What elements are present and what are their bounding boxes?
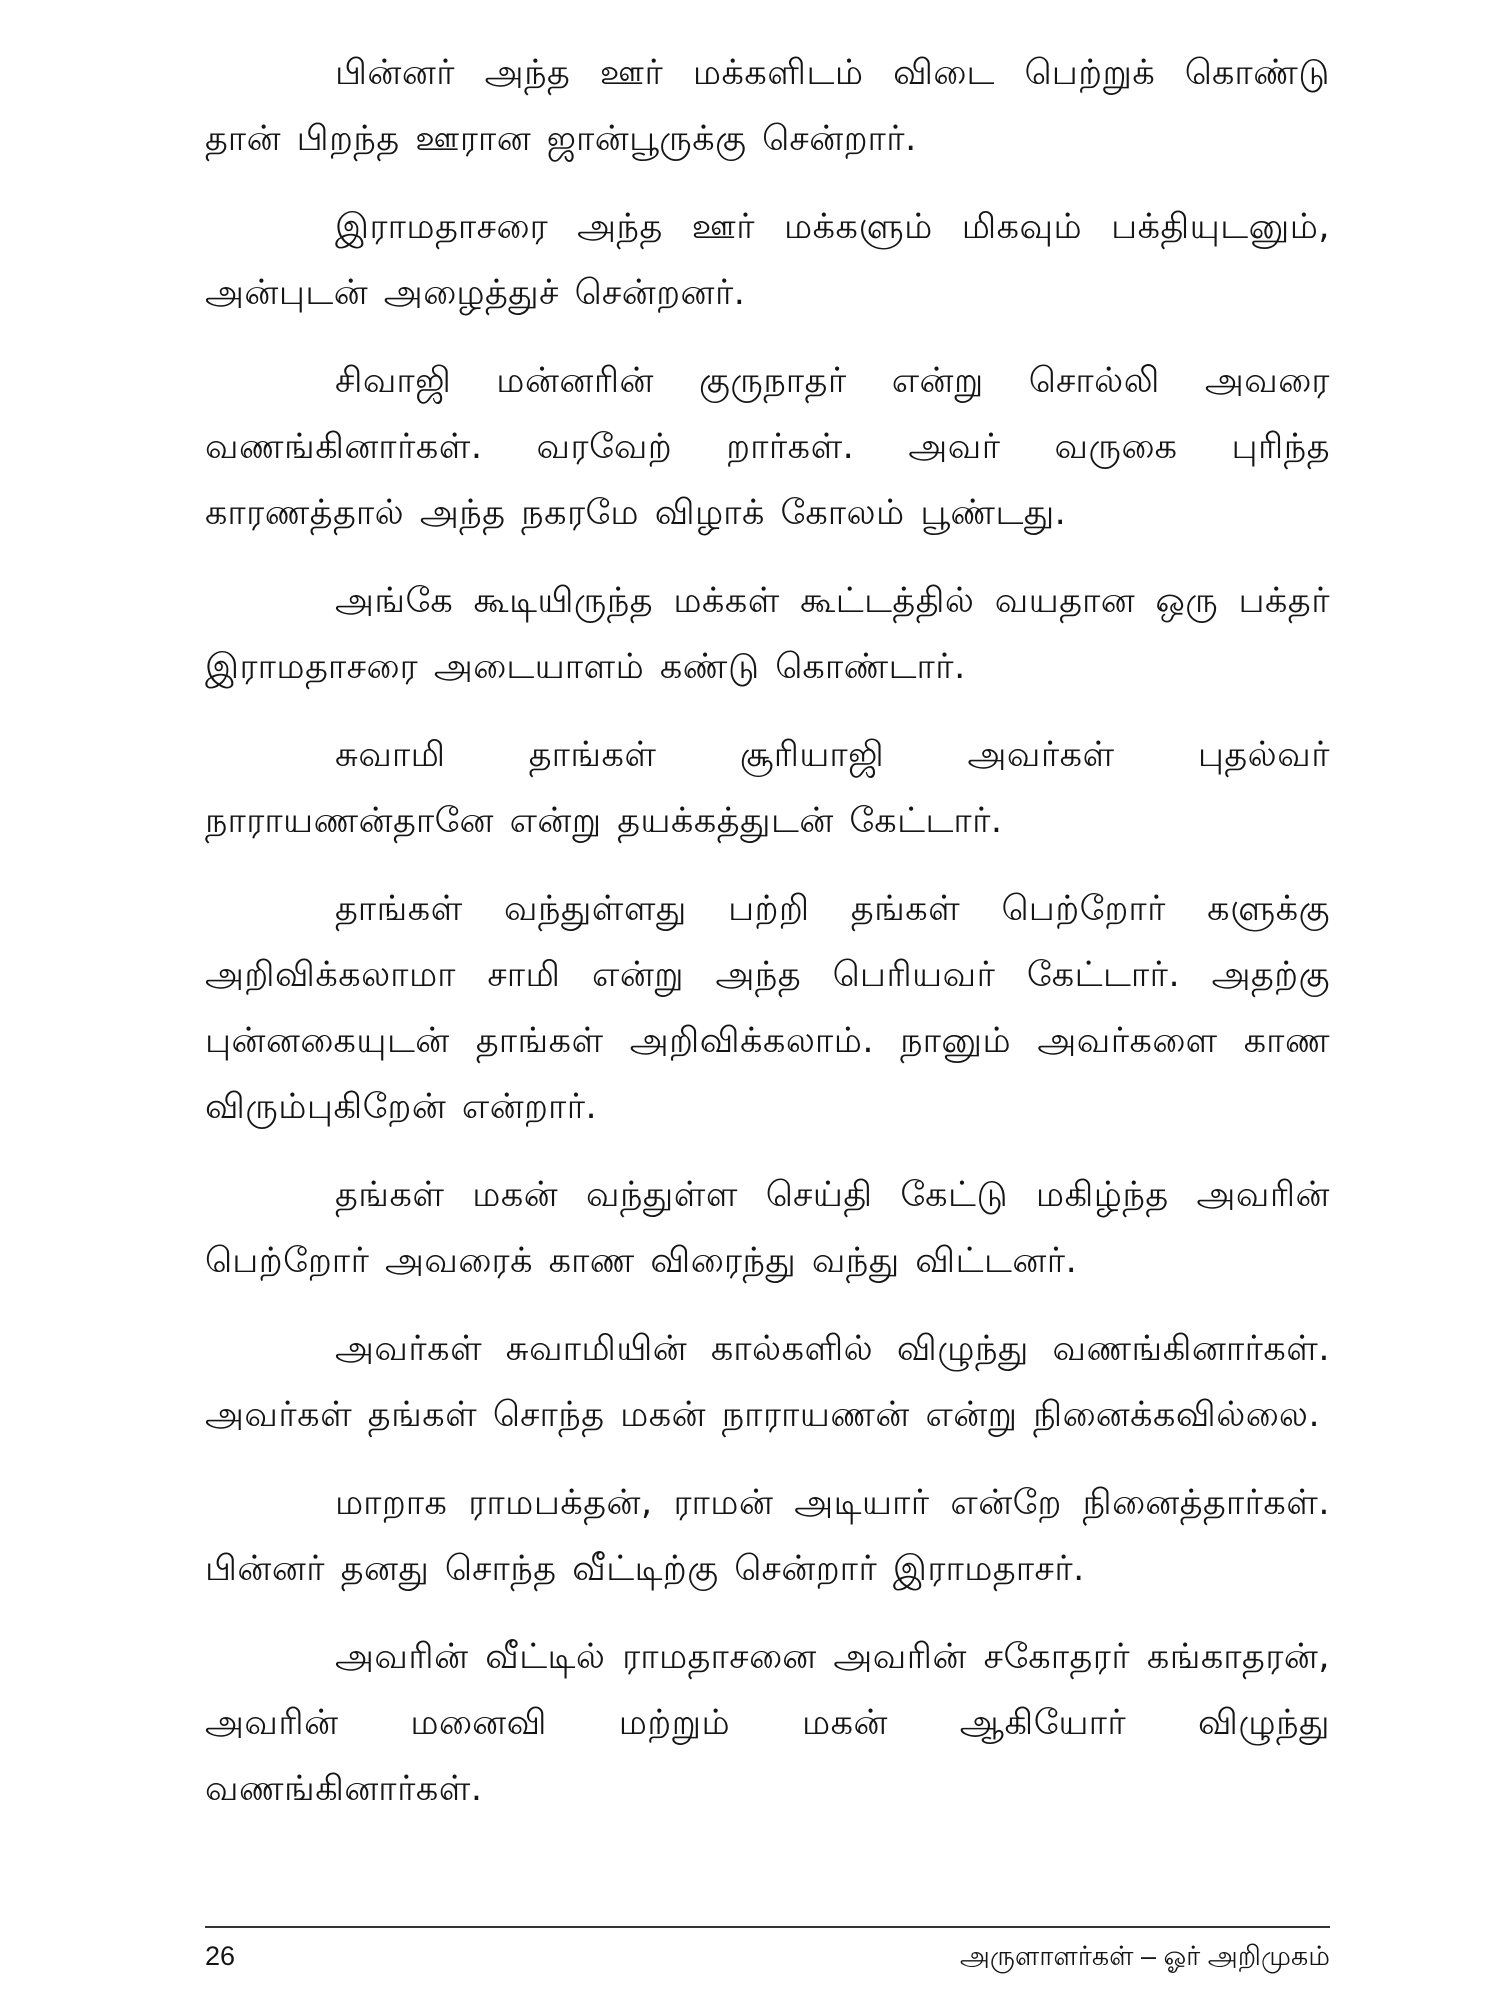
paragraph-2: இராமதாசரை அந்த ஊர் மக்களும் மிகவும் பக்தியுடனும், அன்புடன் அழைத்துச் சென்றனர். (205, 207, 1330, 313)
paragraph-8: அவர்கள் சுவாமியின் கால்களில் விழுந்து வணங்கினார்கள். அவர்கள் தங்கள் சொந்த மகன் நாராயணன் என்று நினைக்கவில்லை. (205, 1329, 1330, 1435)
paragraph-10: அவரின் வீட்டில் ராமதாசனை அவரின் சகோதரர் கங்காதரன், அவரின் மனைவி மற்றும் மகன் ஆகியோர் விழுந்து வணங்கினார்கள். (205, 1637, 1330, 1809)
paragraph-6: தாங்கள் வந்துள்ளது பற்றி தங்கள் பெற்றோர் களுக்கு அறிவிக்கலாமா சாமி என்று அந்த பெரியவர் கேட்டார். அதற்கு புன்னகையுடன் தாங்கள் அறிவிக்கலாம். நானும் அவர்களை காண விரும்புகிறேன் என்றார். (205, 889, 1330, 1127)
paragraph-3: சிவாஜி மன்னரின் குருநாதர் என்று சொல்லி அவரை வணங்கினார்கள். வரவேற் றார்கள். அவர் வருகை புரிந்த காரணத்தால் அந்த நகரமே விழாக் கோலம் பூண்டது. (205, 361, 1330, 533)
running-title: அருளாளர்கள் – ஓர் அறிமுகம் (959, 1941, 1330, 1971)
page-footer (205, 1936, 1330, 1976)
paragraph-9: மாறாக ராமபக்தன், ராமன் அடியார் என்றே நினைத்தார்கள். பின்னர் தனது சொந்த வீட்டிற்கு சென்றார் இராமதாசர். (205, 1483, 1330, 1589)
paragraph-7: தங்கள் மகன் வந்துள்ள செய்தி கேட்டு மகிழ்ந்த அவரின் பெற்றோர் அவரைக் காண விரைந்து வந்து விட்டனர். (205, 1175, 1330, 1281)
page-body (205, 40, 1330, 1844)
paragraph-4: அங்கே கூடியிருந்த மக்கள் கூட்டத்தில் வயதான ஒரு பக்தர் இராமதாசரை அடையாளம் கண்டு கொண்டார். (205, 581, 1330, 687)
page-number: 26 (205, 1941, 236, 1971)
paragraph-5: சுவாமி தாங்கள் சூரியாஜி அவர்கள் புதல்வர் நாராயணன்தானே என்று தயக்கத்துடன் கேட்டார். (205, 735, 1330, 841)
paragraph-1: பின்னர் அந்த ஊர் மக்களிடம் விடை பெற்றுக் கொண்டு தான் பிறந்த ஊரான ஜான்பூருக்கு சென்றார். (205, 53, 1330, 159)
footer-divider (205, 1926, 1330, 1928)
